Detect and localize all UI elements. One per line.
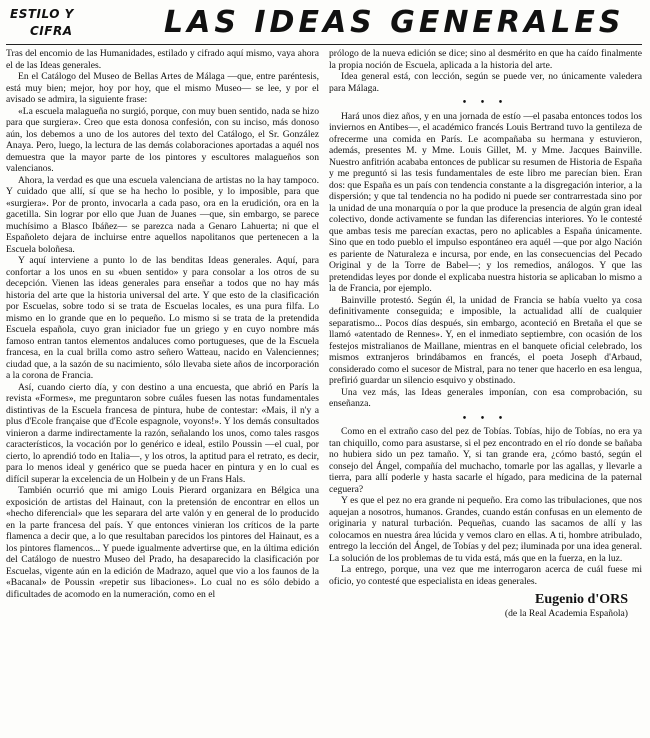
paragraph: También ocurrió que mi amigo Louis Pierard organizara en Bélgica una exposición de artistas del Hainaut, con la pretensión de encontrar en ellos un «hecho diferencial» que les separara del arte valón y en general de lo producido en la parte francesa del país. Y que entonces vinieran los críticos de la parte flamenca a decir que, a lo que resultaban parecidos los pintores del Hainaut, es a los pintores flamencos... Y puede igualmente advertirse que, en la última edición del Catálogo de nuestro Museo del Prado, ha desaparecido la clasificación por Escuelas, vigente aún en la edición de Madrazo, aquel que vio a los faunos de la «Bacanal» de Poussin «repetir sus libaciones». Lo cual no es sólo debido a dificultades de acomodo en la numeración, como en el: [6, 485, 319, 600]
left-column: [6, 48, 319, 738]
paragraph: Y es que el pez no era grande ni pequeño. Era como las tribulaciones, que nos aquejan a nosotros, humanos. Grandes, cuando están confusas en un elemento de originaria y natural turbación. Pequeñas, cuando las sacamos de allí y las colocamos en nuestra área lúcida y vemos claro en ellas. A ti, hombre atribulado, entrego la lección del Ángel, de Tobías y del pez; iluminada por una idea general. La solución de los problemas de tu vida está, más que en la fuerza, en la luz.: [329, 495, 642, 564]
author-name: Eugenio d'ORS: [535, 592, 628, 607]
section-tag: [10, 6, 80, 40]
paragraph: La entrego, porque, una vez que me interrogaron acerca de cuál fuese mi oficio, yo contesté que especialista en ideas generales.: [329, 564, 642, 587]
paragraph: En el Catálogo del Museo de Bellas Artes de Málaga —que, entre paréntesis, está muy bien; mejor, hoy por hoy, que el mismo Museo— se lee, y por el avisado se admira, la siguiente frase:: [6, 71, 319, 105]
paragraph: Y aquí interviene a punto lo de las benditas Ideas generales. Aquí, para confortar a los unos en su «buen sentido» y para consolar a los otros de su decepción. Vienen las ideas generales para enseñar a todos que no hay más historia del arte que la historia universal del arte. Y que esto de la clasificación por Escuelas, sobre todo si se trata de Escuelas locales, es una pura filfa. Lo mismo en lo grande que en lo pequeño. Lo mismo si se trata de la pretendida Escuela española, cuyo gran iniciador fue un griego y en cuyo nombre más famoso entran tantos elementos andaluces como portugueses, que de la Escuela francesa, en la cual brilla como astro señero Watteau, nacido en Valenciennes; ciudad que, a la sazón de su nacimiento, sólo llevaba siete años de incorporación a la corona de Francia.: [6, 255, 319, 381]
article-header: [6, 4, 642, 45]
paragraph: Una vez más, las Ideas generales imponían, con esa comprobación, su enseñanza.: [329, 386, 642, 409]
section-separator: • • •: [462, 97, 509, 108]
author-affiliation: (de la Real Academia Española): [504, 608, 628, 619]
section-tag-line2: CIFRA: [30, 24, 73, 38]
section-tag-line1: ESTILO Y: [10, 7, 74, 21]
article-title: LAS IDEAS GENERALES: [164, 5, 625, 40]
paragraph: Hará unos diez años, y en una jornada de estío —el pasaba entonces todos los inviernos en Antibes—, el académico francés Louis Bertrand tuvo la gentileza de ofrecerme una comida en París. Le acompañaba su hermana y estuvieron, además, presentes M. y Mme. Louis Gillet, M. y Mme. Jacques Bainville. Nuestro anfitrión acababa entonces de publicar su resumen de Historia de España y me preguntó si las tesis fundamentales de este libro me parecían bien. Eran dos: que España es un país con tendencia constante a la disgregación interior, a la dispersión; y que tal tendencia no ha podido ni puede ser contrarrestada sino por la unidad de una monarquía o por la que produce la presencia de algún gran ideal colectivo, donde activamente se fundan las diferencias interiores. Yo le contesté que ambas tesis me parecían exactas, pero no aplicables a España únicamente. Sino que en todo pueblo el impulso espontáneo era aquél —que por algo Nación es pariente de Naturaleza e incursa, por ende, en las consecuencias del Pecado Original y de la Torre de Babel—; y los remedios, análogos. Y que las pretendidas leyes por donde el explicaba nuestra historia se aplicaban lo mismo a la de Francia, por ejemplo.: [329, 110, 642, 294]
right-column: [329, 48, 642, 738]
article-body: [6, 48, 642, 738]
paragraph: Bainville protestó. Según él, la unidad de Francia se había vuelto ya cosa definitivamente conseguida; e imposible, la actualidad allí de cualquier separatismo... Pocos días después, sin embargo, aconteció en Bretaña el que se llamó «atentado de Rennes». Y, en el inmediato septiembre, con ocasión de los festejos mistralianos de Maillane, mientras en el banquete oficial celebrado, los mismos extranjeros brindábamos en francés, el poeta Joseph d'Arbaud, considerado como el sucesor de Mistral, para no tener que hacerlo en esa lengua, prefirió guardar un silencio esquivo y obstinado.: [329, 294, 642, 386]
paragraph: Como en el extraño caso del pez de Tobías. Tobías, hijo de Tobías, no era ya tan chiquillo, como para asustarse, si el pez encontrado en el río donde se bañaba no hubiera sido un pez tamaño. Y, si tan grande era, ¿cómo bastó, según el consejo del Ángel, compañía del muchacho, tomarle por las agallas, y llevarle a tierra, para allí poderle y hasta sacarle el hígado, para medicina de la paternal ceguera?: [329, 426, 642, 495]
paragraph: Ahora, la verdad es que una escuela valenciana de artistas no la hay tampoco. Y cuidado que allí, sí que se ha hecho lo posible, y lo imposible, para que «surgiera». Por de pronto, invocarla a cada paso, ora en la erudición, ora en la gacetilla. Sin lograr por ello que Juan de Juanes —que, sin embargo, se parece muchísimo a Blasco Ibáñez— se parezca nada a Genaro Lahuerta; ni que el Españoleto dejara de incluirse entre aquellos napolitanos que pertenecen a la Escuela boloñesa.: [6, 174, 319, 255]
paragraph: Idea general está, con lección, según se puede ver, no únicamente valedera para Málaga.: [329, 71, 642, 94]
paragraph: prólogo de la nueva edición se dice; sino al desmérito en que ha caído finalmente la propia noción de Escuela, aplicada a la historia del arte.: [329, 48, 642, 71]
paragraph: Tras del encomio de las Humanidades, estilado y cifrado aquí mismo, vaya ahora el de las Ideas generales.: [6, 48, 319, 71]
author-signature: [329, 592, 642, 620]
section-separator: • • •: [462, 412, 509, 424]
paragraph: Así, cuando cierto día, y con destino a una encuesta, que abrió en París la revista «Formes», me preguntaron sobre cuáles fuesen las notas fundamentales distintivas de la Escuela francesa de pintura, hube de contestar: «Mais, il n'y a plus d'Ecole française que d'Ecole espagnole, voyons!». Y los demás consultados vinieron a darme indirectamente la razón, señalando los unos, como tales rasgos característicos, la vocación por lo genérico e ideal, estilo Poussin —el cual, por cierto, lo aprendió todo en Italia—, y los otros, la aptitud para el retrato, es decir, para lo menos ideal y genérico que se pueda hacer en pintura y en lo cual es difícil superar la excelencia de un Holbein y de un Frans Hals.: [6, 381, 319, 485]
paragraph: «La escuela malagueña no surgió, porque, con muy buen sentido, nada se hizo para que surgiera». Creo que esta donosa confesión, con su inciso, más donoso aún, los debemos a uno de los autores del texto del Catálogo, el Sr. González Anaya. Pero, luego, la lectura de las demás colaboraciones aportadas a aquél nos demuestra que la mayor parte de los pintores y escultores malagueños son valencianos.: [6, 105, 319, 174]
